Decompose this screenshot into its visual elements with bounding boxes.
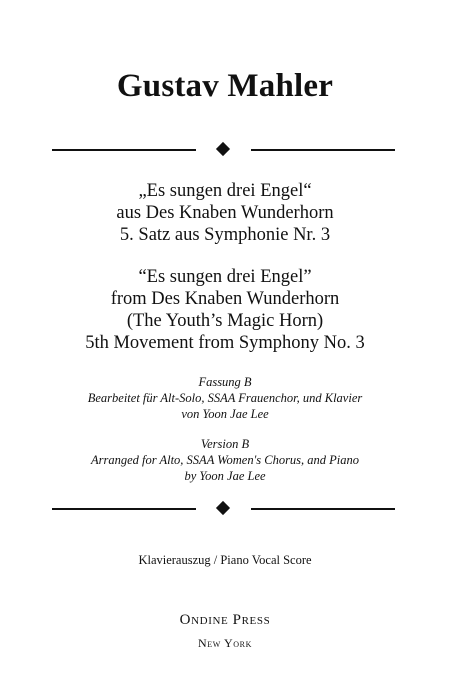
bottom-ornament-divider	[0, 499, 450, 519]
publisher-city: New York	[197, 636, 252, 650]
english-title-line: “Es sungen drei Engel”	[138, 267, 312, 287]
divider-rule-left	[52, 149, 196, 151]
german-version-line: Fassung B	[198, 375, 252, 389]
german-title-line: „Es sungen drei Engel“	[138, 181, 312, 201]
english-title-line: 5th Movement from Symphony No. 3	[85, 333, 365, 353]
german-title-block	[0, 180, 450, 246]
english-version-block	[0, 436, 450, 484]
english-title-line: (The Youth’s Magic Horn)	[126, 311, 324, 331]
diamond-icon	[216, 142, 230, 156]
english-title-line: from Des Knaben Wunderhorn	[110, 289, 340, 309]
english-title-block	[0, 266, 450, 354]
composer-name: Gustav Mahler	[116, 68, 334, 104]
english-version-line: Arranged for Alto, SSAA Women's Chorus, and Piano	[90, 453, 360, 467]
german-version-line: von Yoon Jae Lee	[181, 407, 269, 421]
diamond-icon	[216, 501, 230, 515]
english-version-line: Version B	[200, 437, 250, 451]
divider-rule-right	[251, 149, 395, 151]
top-ornament-divider	[0, 140, 450, 160]
german-title-line: aus Des Knaben Wunderhorn	[116, 203, 334, 223]
score-type: Klavierauszug / Piano Vocal Score	[138, 553, 312, 567]
english-version-line: by Yoon Jae Lee	[184, 469, 266, 483]
publisher-name: Ondine Press	[179, 612, 271, 628]
german-version-block	[0, 374, 450, 422]
german-version-line: Bearbeitet für Alt-Solo, SSAA Frauenchor, und Klavier	[87, 391, 363, 405]
divider-rule-left	[52, 508, 196, 510]
german-title-line: 5. Satz aus Symphonie Nr. 3	[119, 225, 331, 245]
divider-rule-right	[251, 508, 395, 510]
